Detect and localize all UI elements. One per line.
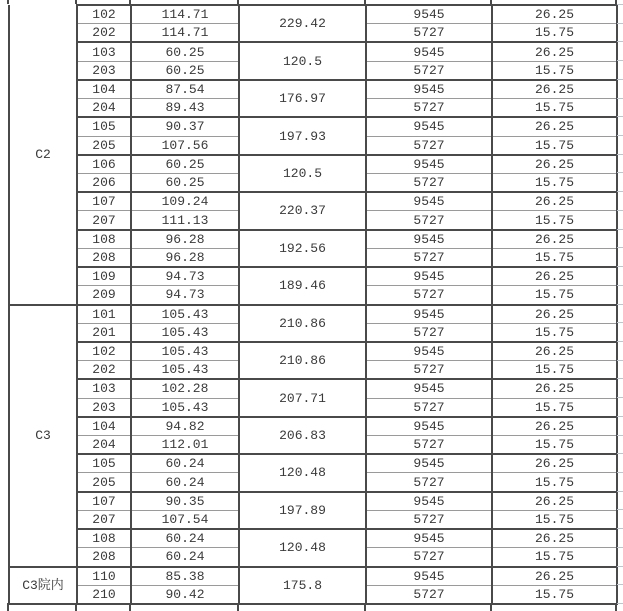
faint-gridline [617, 135, 623, 136]
fee-cell[interactable]: 15.75 [492, 361, 617, 380]
room-cell[interactable]: 107 [77, 492, 131, 511]
area-cell[interactable]: 105.43 [131, 398, 239, 417]
table-row [9, 342, 617, 361]
faint-gridline [617, 416, 623, 417]
faint-gridline [617, 210, 623, 211]
room-cell[interactable]: 102 [77, 5, 131, 24]
rate-cell[interactable]: 5727 [366, 211, 492, 230]
rate-cell[interactable]: 9545 [366, 5, 492, 24]
room-cell[interactable]: 202 [77, 24, 131, 43]
area-cell[interactable]: 85.38 [131, 567, 239, 586]
room-cell[interactable]: 208 [77, 248, 131, 267]
area-cell[interactable]: 90.42 [131, 585, 239, 604]
rate-cell[interactable]: 9545 [366, 342, 492, 361]
room-cell[interactable]: 110 [77, 567, 131, 586]
pair-total-cell[interactable]: 207.71 [239, 379, 366, 416]
room-cell[interactable]: 206 [77, 173, 131, 192]
area-cell[interactable]: 105.43 [131, 323, 239, 342]
room-cell[interactable]: 205 [77, 136, 131, 155]
rate-cell[interactable]: 5727 [366, 473, 492, 492]
table-row [9, 42, 617, 61]
column-line-stub [490, 603, 492, 611]
column-line-stub [7, 603, 9, 611]
faint-gridline [617, 247, 623, 248]
room-cell[interactable]: 204 [77, 436, 131, 455]
table-row [9, 417, 617, 436]
column-line-stub [490, 0, 492, 4]
pair-total-cell[interactable]: 229.42 [239, 5, 366, 42]
fee-cell[interactable]: 26.25 [492, 305, 617, 324]
area-cell[interactable]: 60.25 [131, 155, 239, 174]
fee-cell[interactable]: 15.75 [492, 510, 617, 529]
area-cell[interactable]: 105.43 [131, 305, 239, 324]
area-cell[interactable]: 105.43 [131, 342, 239, 361]
rate-cell[interactable]: 5727 [366, 286, 492, 305]
faint-gridline [617, 172, 623, 173]
faint-gridline [617, 603, 623, 604]
fee-cell[interactable]: 26.25 [492, 417, 617, 436]
faint-gridline [617, 584, 623, 585]
pair-total-cell[interactable]: 175.8 [239, 567, 366, 604]
fee-cell[interactable]: 15.75 [492, 473, 617, 492]
area-cell[interactable]: 96.28 [131, 230, 239, 249]
faint-gridline [617, 285, 623, 286]
faint-gridline [617, 23, 623, 24]
room-cell[interactable]: 203 [77, 61, 131, 80]
fee-cell[interactable]: 26.25 [492, 342, 617, 361]
faint-gridline [617, 98, 623, 99]
rate-cell[interactable]: 9545 [366, 42, 492, 61]
faint-gridline [617, 472, 623, 473]
area-cell[interactable]: 107.54 [131, 510, 239, 529]
area-cell[interactable]: 102.28 [131, 379, 239, 398]
area-cell[interactable]: 60.24 [131, 454, 239, 473]
room-cell[interactable]: 107 [77, 192, 131, 211]
faint-gridline [617, 191, 623, 192]
faint-gridline [617, 266, 623, 267]
faint-gridline [617, 491, 623, 492]
fee-cell[interactable]: 26.25 [492, 80, 617, 99]
pair-total-cell[interactable]: 120.48 [239, 529, 366, 566]
pair-total-cell[interactable]: 192.56 [239, 230, 366, 267]
column-line-stub [615, 603, 617, 611]
pair-total-cell[interactable]: 210.86 [239, 342, 366, 379]
pair-total-cell[interactable]: 120.5 [239, 42, 366, 79]
fee-cell[interactable]: 26.25 [492, 492, 617, 511]
rate-cell[interactable]: 5727 [366, 398, 492, 417]
area-cell[interactable]: 94.82 [131, 417, 239, 436]
area-cell[interactable]: 87.54 [131, 80, 239, 99]
rate-cell[interactable]: 9545 [366, 155, 492, 174]
pair-total-cell[interactable]: 220.37 [239, 192, 366, 229]
area-cell[interactable]: 114.71 [131, 5, 239, 24]
room-cell[interactable]: 210 [77, 585, 131, 604]
faint-gridline [617, 116, 623, 117]
faint-gridline [617, 528, 623, 529]
fee-cell[interactable]: 26.25 [492, 567, 617, 586]
rate-cell[interactable]: 5727 [366, 548, 492, 567]
rate-cell[interactable]: 9545 [366, 529, 492, 548]
room-cell[interactable]: 103 [77, 379, 131, 398]
table-row [9, 529, 617, 548]
rate-cell[interactable]: 5727 [366, 361, 492, 380]
column-line-stub [237, 0, 239, 4]
fee-cell[interactable]: 15.75 [492, 24, 617, 43]
area-cell[interactable]: 96.28 [131, 248, 239, 267]
rate-cell[interactable]: 9545 [366, 379, 492, 398]
faint-gridline [617, 229, 623, 230]
faint-gridline [617, 79, 623, 80]
column-line-stub [7, 0, 9, 4]
table-row [9, 230, 617, 249]
fee-table [8, 4, 618, 605]
fee-cell[interactable]: 15.75 [492, 99, 617, 118]
area-cell[interactable]: 90.35 [131, 492, 239, 511]
faint-gridline [617, 360, 623, 361]
area-cell[interactable]: 60.24 [131, 473, 239, 492]
fee-cell[interactable]: 15.75 [492, 398, 617, 417]
room-cell[interactable]: 105 [77, 117, 131, 136]
area-cell[interactable]: 60.25 [131, 173, 239, 192]
column-line-stub [75, 0, 77, 4]
section-label-cell[interactable]: C3院内 [9, 567, 77, 604]
pair-total-cell[interactable]: 189.46 [239, 267, 366, 304]
faint-gridline [617, 154, 623, 155]
faint-gridline [617, 304, 623, 305]
table-row [9, 305, 617, 324]
faint-gridline [617, 397, 623, 398]
room-cell[interactable]: 202 [77, 361, 131, 380]
fee-cell[interactable]: 15.75 [492, 436, 617, 455]
fee-cell[interactable]: 26.25 [492, 155, 617, 174]
area-cell[interactable]: 60.25 [131, 61, 239, 80]
column-line-stub [75, 603, 77, 611]
rate-cell[interactable]: 9545 [366, 267, 492, 286]
faint-gridline [617, 509, 623, 510]
room-cell[interactable]: 104 [77, 417, 131, 436]
faint-gridline [617, 41, 623, 42]
fee-cell[interactable]: 15.75 [492, 61, 617, 80]
rate-cell[interactable]: 5727 [366, 61, 492, 80]
rate-cell[interactable]: 5727 [366, 436, 492, 455]
area-cell[interactable]: 60.25 [131, 42, 239, 61]
fee-cell[interactable]: 26.25 [492, 454, 617, 473]
rate-cell[interactable]: 5727 [366, 248, 492, 267]
room-cell[interactable]: 108 [77, 529, 131, 548]
rate-cell[interactable]: 5727 [366, 136, 492, 155]
faint-gridline [617, 378, 623, 379]
area-cell[interactable]: 105.43 [131, 361, 239, 380]
faint-gridline [617, 566, 623, 567]
area-cell[interactable]: 109.24 [131, 192, 239, 211]
pair-total-cell[interactable]: 120.48 [239, 454, 366, 491]
area-cell[interactable]: 60.24 [131, 548, 239, 567]
room-cell[interactable]: 204 [77, 99, 131, 118]
faint-gridline [617, 435, 623, 436]
table-row [9, 267, 617, 286]
room-cell[interactable]: 109 [77, 267, 131, 286]
fee-cell[interactable]: 15.75 [492, 248, 617, 267]
pair-total-cell[interactable]: 176.97 [239, 80, 366, 117]
fee-cell[interactable]: 26.25 [492, 379, 617, 398]
pair-total-cell[interactable]: 197.89 [239, 492, 366, 529]
table-row [9, 454, 617, 473]
fee-cell[interactable]: 15.75 [492, 585, 617, 604]
table-row [9, 567, 617, 586]
fee-cell[interactable]: 15.75 [492, 286, 617, 305]
column-line-stub [129, 603, 131, 611]
table-row [9, 492, 617, 511]
faint-gridline [617, 322, 623, 323]
section-label-cell[interactable]: C2 [9, 5, 77, 305]
area-cell[interactable]: 90.37 [131, 117, 239, 136]
pair-total-cell[interactable]: 197.93 [239, 117, 366, 154]
table-row [9, 5, 617, 24]
room-cell[interactable]: 203 [77, 398, 131, 417]
area-cell[interactable]: 111.13 [131, 211, 239, 230]
rate-cell[interactable]: 9545 [366, 80, 492, 99]
rate-cell[interactable]: 9545 [366, 492, 492, 511]
fee-cell[interactable]: 15.75 [492, 136, 617, 155]
table-row [9, 192, 617, 211]
faint-gridline [617, 341, 623, 342]
table-row [9, 80, 617, 99]
fee-cell[interactable]: 26.25 [492, 192, 617, 211]
table-row [9, 155, 617, 174]
room-cell[interactable]: 102 [77, 342, 131, 361]
section-label-cell[interactable]: C3 [9, 305, 77, 567]
rate-cell[interactable]: 5727 [366, 585, 492, 604]
rate-cell[interactable]: 5727 [366, 510, 492, 529]
rate-cell[interactable]: 9545 [366, 230, 492, 249]
rate-cell[interactable]: 9545 [366, 567, 492, 586]
room-cell[interactable]: 106 [77, 155, 131, 174]
fee-cell[interactable]: 15.75 [492, 211, 617, 230]
fee-cell[interactable]: 26.25 [492, 42, 617, 61]
column-line-stub [129, 0, 131, 4]
area-cell[interactable]: 94.73 [131, 286, 239, 305]
faint-gridline [617, 60, 623, 61]
rate-cell[interactable]: 5727 [366, 24, 492, 43]
table-row [9, 379, 617, 398]
room-cell[interactable]: 205 [77, 473, 131, 492]
table-row [9, 117, 617, 136]
room-cell[interactable]: 101 [77, 305, 131, 324]
area-cell[interactable]: 114.71 [131, 24, 239, 43]
column-line-stub [364, 603, 366, 611]
faint-gridline [617, 4, 623, 5]
fee-cell[interactable]: 15.75 [492, 173, 617, 192]
area-cell[interactable]: 94.73 [131, 267, 239, 286]
rate-cell[interactable]: 9545 [366, 192, 492, 211]
area-cell[interactable]: 89.43 [131, 99, 239, 118]
column-line-stub [364, 0, 366, 4]
fee-cell[interactable]: 26.25 [492, 5, 617, 24]
fee-cell[interactable]: 26.25 [492, 230, 617, 249]
faint-gridline [617, 547, 623, 548]
faint-gridline [617, 453, 623, 454]
rate-cell[interactable]: 5727 [366, 323, 492, 342]
rate-cell[interactable]: 9545 [366, 417, 492, 436]
room-cell[interactable]: 207 [77, 510, 131, 529]
fee-cell[interactable]: 26.25 [492, 529, 617, 548]
fee-cell[interactable]: 26.25 [492, 117, 617, 136]
rate-cell[interactable]: 5727 [366, 173, 492, 192]
pair-total-cell[interactable]: 210.86 [239, 305, 366, 342]
room-cell[interactable]: 201 [77, 323, 131, 342]
area-cell[interactable]: 112.01 [131, 436, 239, 455]
area-cell[interactable]: 107.56 [131, 136, 239, 155]
room-cell[interactable]: 103 [77, 42, 131, 61]
rate-cell[interactable]: 9545 [366, 454, 492, 473]
pair-total-cell[interactable]: 206.83 [239, 417, 366, 454]
room-cell[interactable]: 104 [77, 80, 131, 99]
pair-total-cell[interactable]: 120.5 [239, 155, 366, 192]
rate-cell[interactable]: 5727 [366, 99, 492, 118]
room-cell[interactable]: 105 [77, 454, 131, 473]
column-line-stub [237, 603, 239, 611]
fee-cell[interactable]: 15.75 [492, 548, 617, 567]
room-cell[interactable]: 207 [77, 211, 131, 230]
fee-cell[interactable]: 26.25 [492, 267, 617, 286]
area-cell[interactable]: 60.24 [131, 529, 239, 548]
rate-cell[interactable]: 9545 [366, 305, 492, 324]
room-cell[interactable]: 208 [77, 548, 131, 567]
rate-cell[interactable]: 9545 [366, 117, 492, 136]
room-cell[interactable]: 209 [77, 286, 131, 305]
fee-cell[interactable]: 15.75 [492, 323, 617, 342]
room-cell[interactable]: 108 [77, 230, 131, 249]
